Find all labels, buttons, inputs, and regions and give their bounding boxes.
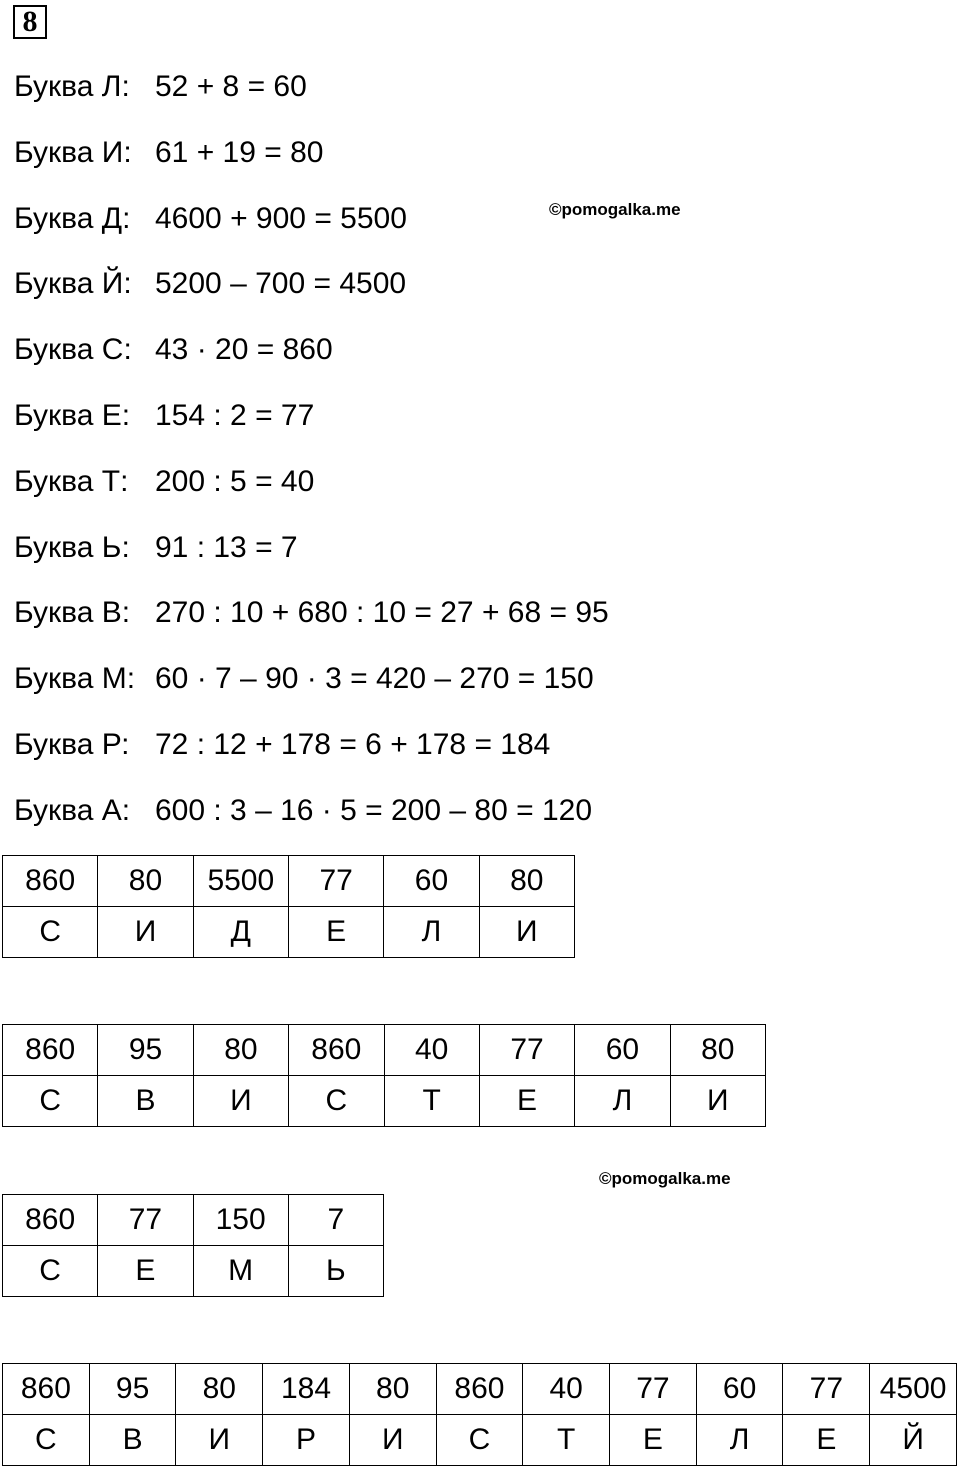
letter-cell: И (670, 1076, 765, 1127)
letter-cell: Т (384, 1076, 479, 1127)
cipher-table-4 (2, 1363, 957, 1466)
number-cell: 150 (193, 1195, 288, 1246)
letter-cell: И (479, 907, 574, 958)
equation-expression: 270 : 10 + 680 : 10 = 27 + 68 = 95 (155, 596, 609, 630)
equation-expression: 5200 – 700 = 4500 (155, 267, 407, 301)
number-row (3, 856, 575, 907)
equation-expression: 60 · 7 – 90 · 3 = 420 – 270 = 150 (155, 662, 594, 696)
equation-label: Буква Ь: (14, 530, 130, 564)
equation-label: Буква Д: (14, 201, 131, 235)
number-cell: 860 (289, 1025, 384, 1076)
letter-cell: М (193, 1246, 288, 1297)
letter-row (3, 1415, 957, 1466)
number-cell: 860 (436, 1364, 523, 1415)
equation-expression: 200 : 5 = 40 (155, 464, 315, 498)
letter-cell: Е (288, 907, 383, 958)
equation-expression: 43 · 20 = 860 (155, 333, 333, 367)
number-cell: 7 (288, 1195, 383, 1246)
number-cell: 40 (523, 1364, 610, 1415)
number-cell: 60 (575, 1025, 670, 1076)
number-cell: 40 (384, 1025, 479, 1076)
letter-cell: В (89, 1415, 176, 1466)
letter-cell: С (436, 1415, 523, 1466)
number-cell: 77 (610, 1364, 697, 1415)
cipher-table-2 (2, 1024, 766, 1127)
letter-cell: И (193, 1076, 288, 1127)
equation-expression: 61 + 19 = 80 (155, 135, 324, 169)
letter-cell: Е (783, 1415, 870, 1466)
letter-cell: С (3, 1076, 98, 1127)
equation-label: Буква Л: (14, 70, 130, 103)
number-cell: 80 (193, 1025, 288, 1076)
number-cell: 5500 (193, 856, 288, 907)
equation-label: Буква Й: (14, 267, 132, 301)
number-cell: 184 (263, 1364, 350, 1415)
letter-cell: С (3, 907, 98, 958)
equation-expression: 91 : 13 = 7 (155, 530, 298, 564)
number-cell: 77 (783, 1364, 870, 1415)
letter-cell: И (349, 1415, 436, 1466)
letter-cell: Е (479, 1076, 574, 1127)
letter-cell: Д (193, 907, 288, 958)
equation-label: Буква С: (14, 333, 132, 367)
equation-label: Буква Р: (14, 728, 130, 761)
number-row (3, 1195, 384, 1246)
letter-cell: И (98, 907, 193, 958)
cipher-table-1 (2, 855, 575, 958)
letter-cell: И (176, 1415, 263, 1466)
letter-cell: В (98, 1076, 193, 1127)
number-cell: 80 (98, 856, 193, 907)
equation-expression: 4600 + 900 = 5500 (155, 201, 407, 235)
watermark: ©pomogalka.me (599, 1169, 731, 1188)
equation-expression: 600 : 3 – 16 · 5 = 200 – 80 = 120 (155, 793, 593, 827)
letter-cell: Т (523, 1415, 610, 1466)
equation-label: Буква Е: (14, 399, 131, 432)
letter-cell: Л (384, 907, 479, 958)
letter-cell: С (289, 1076, 384, 1127)
letter-row (3, 907, 575, 958)
watermark: ©pomogalka.me (549, 200, 681, 219)
number-row (3, 1364, 957, 1415)
equation-label: Буква А: (14, 793, 131, 827)
letter-cell: Р (263, 1415, 350, 1466)
equation-label: Буква В: (14, 596, 131, 630)
number-cell: 77 (479, 1025, 574, 1076)
letter-cell: С (3, 1246, 98, 1297)
number-cell: 860 (3, 1195, 98, 1246)
letter-cell: Й (870, 1415, 957, 1466)
number-cell: 80 (176, 1364, 263, 1415)
number-cell: 860 (3, 1364, 90, 1415)
number-cell: 77 (98, 1195, 193, 1246)
number-cell: 60 (384, 856, 479, 907)
number-cell: 60 (696, 1364, 783, 1415)
number-cell: 4500 (870, 1364, 957, 1415)
number-cell: 860 (3, 1025, 98, 1076)
cipher-table-3 (2, 1194, 384, 1297)
letter-cell: Л (696, 1415, 783, 1466)
number-cell: 95 (98, 1025, 193, 1076)
letter-cell: Е (610, 1415, 697, 1466)
letter-row (3, 1076, 766, 1127)
letter-cell: С (3, 1415, 90, 1466)
number-cell: 860 (3, 856, 98, 907)
letter-cell: Ь (288, 1246, 383, 1297)
equation-label: Буква И: (14, 135, 132, 169)
number-cell: 77 (288, 856, 383, 907)
number-cell: 80 (670, 1025, 765, 1076)
equation-label: Буква Т: (14, 464, 129, 498)
letter-cell: Л (575, 1076, 670, 1127)
letter-cell: Е (98, 1246, 193, 1297)
number-cell: 95 (89, 1364, 176, 1415)
number-row (3, 1025, 766, 1076)
letter-row (3, 1246, 384, 1297)
equation-expression: 72 : 12 + 178 = 6 + 178 = 184 (155, 728, 551, 761)
equation-label: Буква М: (14, 662, 136, 696)
number-cell: 80 (349, 1364, 436, 1415)
equation-expression: 154 : 2 = 77 (155, 399, 315, 432)
equation-expression: 52 + 8 = 60 (155, 70, 307, 103)
task-number: 8 (13, 5, 47, 39)
number-cell: 80 (479, 856, 574, 907)
